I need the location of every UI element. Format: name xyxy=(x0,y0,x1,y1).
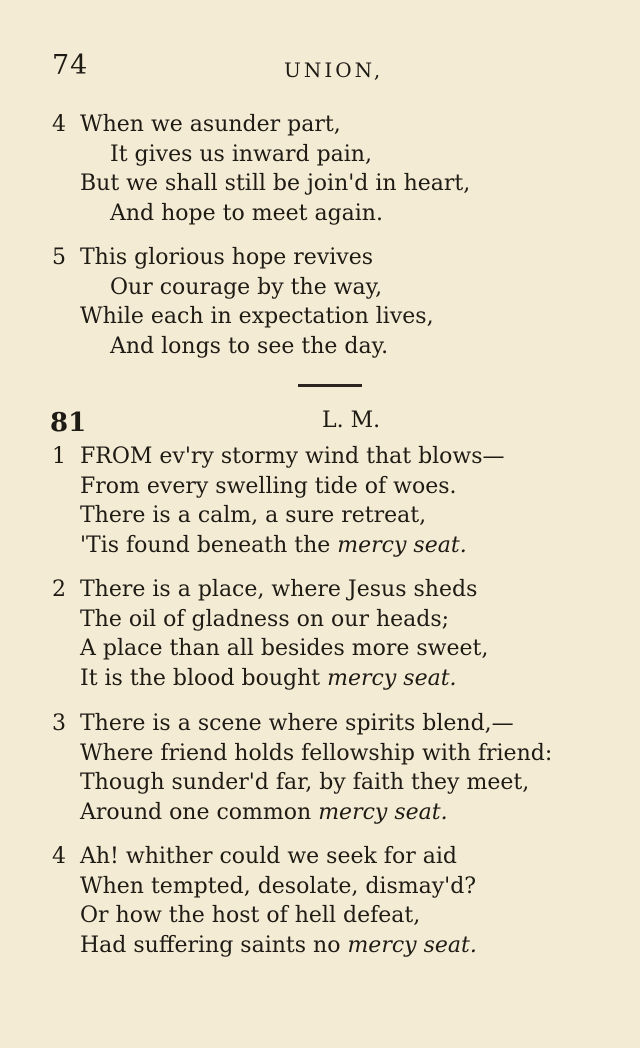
stanza-number: 2 xyxy=(52,577,66,602)
verse-line: 4 When we asunder part, xyxy=(52,110,622,140)
page-number: 74 xyxy=(52,50,89,81)
stanza-number: 1 xyxy=(52,444,66,469)
verse-line: Or how the host of hell defeat, xyxy=(80,903,421,928)
stanza xyxy=(52,442,622,560)
verse-line: And longs to see the day. xyxy=(110,333,389,359)
stanza xyxy=(52,575,622,693)
verse-line: 3 There is a scene where spirits blend,— xyxy=(52,709,622,739)
verse-line: 1 FROM ev'ry stormy wind that blows— xyxy=(52,442,622,472)
stanza-number: 4 xyxy=(52,112,66,137)
verse-line: 'Tis found beneath the mercy seat. xyxy=(80,532,467,558)
verse-line: When tempted, desolate, dismay'd? xyxy=(80,873,477,899)
emphasis: mercy seat. xyxy=(347,932,477,958)
verse-line: 4 Ah! whither could we seek for aid xyxy=(52,842,622,872)
section-divider xyxy=(298,384,362,387)
emphasis: mercy seat. xyxy=(318,799,448,825)
page-header xyxy=(52,50,600,90)
verse-line: Had suffering saints no mercy seat. xyxy=(80,932,477,958)
verse-line: There is a calm, a sure retreat, xyxy=(80,503,427,528)
hymn-meter: L. M. xyxy=(322,408,381,433)
verse-line: A place than all besides more sweet, xyxy=(80,636,489,661)
stanza xyxy=(52,842,622,960)
verse-line: And hope to meet again. xyxy=(110,200,383,226)
verse-line: It is the blood bought mercy seat. xyxy=(80,665,457,691)
stanza xyxy=(52,110,622,228)
stanza-number: 4 xyxy=(52,844,66,869)
verse-line: Though sunder'd far, by faith they meet, xyxy=(80,770,530,795)
verse-line: 5 This glorious hope revives xyxy=(52,243,622,273)
emphasis: mercy seat. xyxy=(327,665,457,691)
emphasis: mercy seat. xyxy=(337,532,467,558)
verse-line: From every swelling tide of woes. xyxy=(80,473,457,499)
hymn-number: 81 xyxy=(50,408,87,438)
section-title: UNION, xyxy=(284,58,384,82)
verse-line: It gives us inward pain, xyxy=(110,141,372,167)
verse-line: Around one common mercy seat. xyxy=(80,799,448,825)
verse-line: But we shall still be join'd in heart, xyxy=(80,171,471,196)
stanza-number: 3 xyxy=(52,711,66,736)
stanza-number: 5 xyxy=(52,245,66,270)
verse-line: Our courage by the way, xyxy=(110,274,383,300)
verse-line: While each in expectation lives, xyxy=(80,304,434,329)
verse-line: Where friend holds fellowship with friend: xyxy=(80,740,553,766)
stanza xyxy=(52,709,622,827)
stanza xyxy=(52,243,622,361)
verse-line: The oil of gladness on our heads; xyxy=(80,606,450,632)
verse-line: 2 There is a place, where Jesus sheds xyxy=(52,575,622,605)
